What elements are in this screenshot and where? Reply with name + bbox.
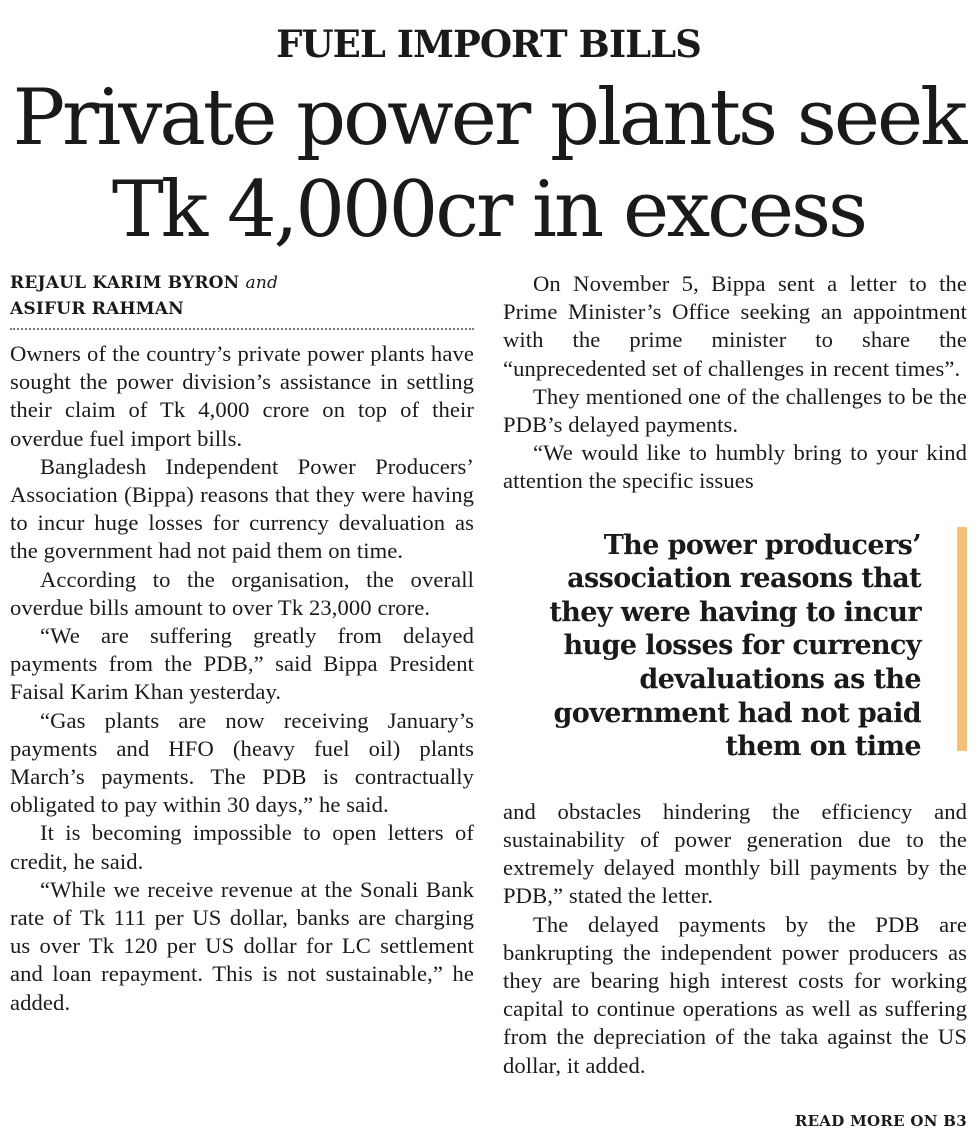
byline-divider <box>10 328 474 330</box>
headline-line-1: Private power plants seek <box>12 73 965 163</box>
paragraph: It is becoming impossible to open letters of credit, he said. <box>10 820 474 874</box>
pull-quote <box>503 529 967 764</box>
pull-quote-line: government had not paid <box>553 697 921 729</box>
pull-quote-line: they were having to incur <box>549 596 921 628</box>
paragraph: Owners of the country’s private power plants have sought the power division’s assistance in settling their claim of Tk 4,000 crore on top of their overdue fuel import bills. <box>10 341 474 451</box>
paragraph: According to the organisation, the overall overdue bills amount to over Tk 23,000 crore. <box>10 566 474 620</box>
byline-author-2: ASIFUR RAHMAN <box>10 299 184 319</box>
pull-quote-line: The power producers’ <box>603 529 921 561</box>
headline-line-2: Tk 4,000cr in excess <box>111 165 866 255</box>
paragraph: and obstacles hindering the efficiency and sustainability of power generation due to the extremely delayed monthly bill payments by the PDB,” stated the letter. <box>503 798 967 909</box>
pull-quote-accent-bar <box>957 527 967 751</box>
right-column-body-bottom <box>503 798 967 1080</box>
left-column <box>10 270 474 1017</box>
byline-author-1: REJAUL KARIM BYRON <box>10 273 240 293</box>
byline <box>10 270 474 322</box>
headline <box>0 72 977 256</box>
paragraph: “While we receive revenue at the Sonali Bank rate of Tk 111 per US dollar, banks are charging us over Tk 120 per US dollar for LC settlement and loan repayment. This is not sustainable,” he added. <box>10 876 474 1015</box>
paragraph: “Gas plants are now receiving January’s payments and HFO (heavy fuel oil) plants March’s payments. The PDB is contractually obligated to pay within 30 days,” he said. <box>10 707 474 818</box>
pull-quote-line: huge losses for currency <box>563 630 921 662</box>
kicker: FUEL IMPORT BILLS <box>276 22 701 66</box>
left-column-body <box>10 340 474 1017</box>
right-column <box>503 270 967 1080</box>
read-more-link[interactable]: READ MORE ON B3 <box>794 1112 967 1130</box>
pull-quote-line: devaluations as the <box>639 664 921 695</box>
paragraph: On November 5, Bippa sent a letter to the Prime Minister’s Office seeking an appointment with the prime minister to share the “unprecedented set of challenges in recent times”. <box>503 271 967 381</box>
paragraph: They mentioned one of the challenges to be the PDB’s delayed payments. <box>503 383 967 438</box>
paragraph: “We would like to humbly bring to your kind attention the specific issues <box>503 440 967 494</box>
byline-conjunction: and <box>245 273 279 293</box>
paragraph: Bangladesh Independent Power Producers’ Association (Bippa) reasons that they were having to incur huge losses for currency devaluation as the government had not paid them on time. <box>10 453 474 564</box>
pull-quote-line: association reasons that <box>567 563 921 595</box>
pull-quote-line: them on time <box>725 731 921 763</box>
right-column-body-top <box>503 270 967 496</box>
paragraph: The delayed payments by the PDB are bankrupting the independent power producers as they are bearing high interest costs for working capital to continue operations as well as suffering from the depreciation of the taka against the US dollar, it added. <box>503 911 967 1078</box>
paragraph: “We are suffering greatly from delayed payments from the PDB,” said Bippa President Faisal Karim Khan yesterday. <box>10 623 474 705</box>
